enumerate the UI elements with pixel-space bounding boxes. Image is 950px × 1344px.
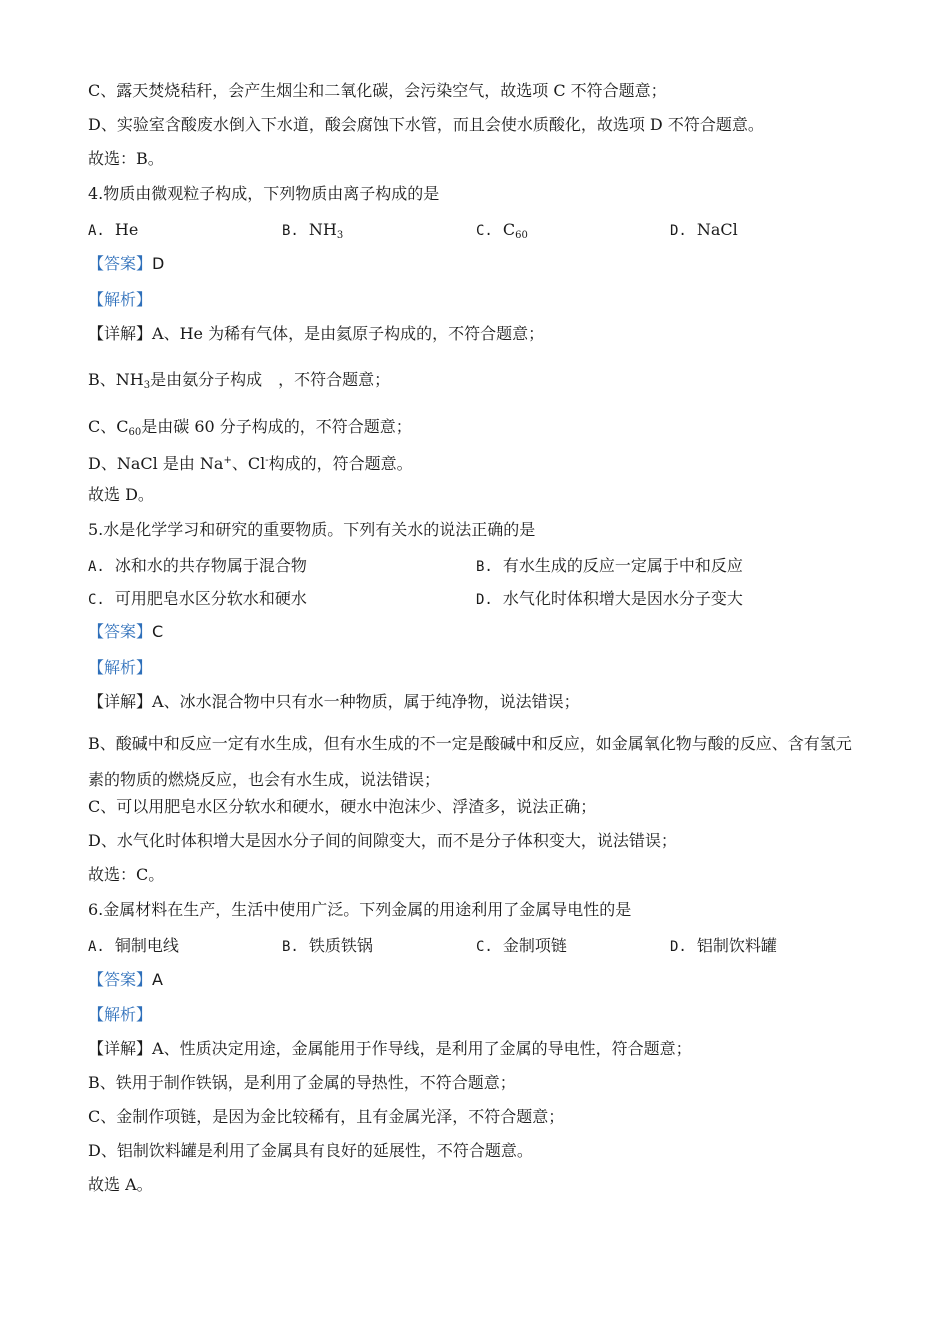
detail-text: 是由碳 60 分子构成的，不符合题意； bbox=[141, 417, 412, 436]
q4-option-d bbox=[670, 220, 738, 241]
detail-text: 是由氨分子构成 ，不符合题意； bbox=[150, 370, 391, 389]
subscript: 3 bbox=[336, 230, 344, 241]
q4-detail-c bbox=[88, 417, 412, 443]
answer-tag: 【答案】 bbox=[88, 622, 153, 641]
answer-value: A bbox=[152, 970, 163, 989]
q6-option-a bbox=[88, 936, 179, 957]
option-text: C bbox=[502, 220, 516, 239]
q6-detail-a bbox=[88, 1039, 692, 1059]
q4-choose: 故选 D。 bbox=[88, 485, 154, 504]
answer-value: D bbox=[152, 254, 165, 273]
q4-answer bbox=[88, 254, 164, 274]
option-text: 水气化时体积增大是因水分子变大 bbox=[502, 589, 743, 608]
option-text: 铜制电线 bbox=[114, 936, 179, 955]
option-label: C. bbox=[88, 592, 105, 608]
q5-detail-d: D、水气化时体积增大是因水分子间的间隙变大，而不是分子体积变大，说法错误； bbox=[88, 831, 677, 850]
option-label: C. bbox=[476, 939, 493, 955]
detail-text: B、NH bbox=[88, 370, 144, 389]
detail-text: A、性质决定用途，金属能用于作导线，是利用了金属的导电性，符合题意； bbox=[152, 1039, 692, 1058]
q6-detail-d: D、铝制饮料罐是利用了金属具有良好的延展性，不符合题意。 bbox=[88, 1141, 533, 1160]
q4-option-b bbox=[282, 220, 343, 246]
q5-detail-a bbox=[88, 692, 580, 712]
option-label: B. bbox=[282, 223, 299, 239]
superscript: + bbox=[223, 455, 232, 466]
detail-tag: 【详解】 bbox=[88, 324, 153, 343]
option-text: 可用肥皂水区分软水和硬水 bbox=[114, 589, 307, 608]
option-text: 铁质铁锅 bbox=[308, 936, 373, 955]
q6-detail-b: B、铁用于制作铁锅，是利用了金属的导热性，不符合题意； bbox=[88, 1073, 516, 1092]
option-label: A. bbox=[88, 939, 105, 955]
q6-option-c bbox=[476, 936, 567, 957]
q4-detail-b bbox=[88, 370, 390, 396]
superscript: - bbox=[265, 455, 269, 466]
option-text: 冰和水的共存物属于混合物 bbox=[114, 556, 307, 575]
option-text: 铝制饮料罐 bbox=[696, 936, 777, 955]
q3-detail-c: C、露天焚烧秸秆，会产生烟尘和二氧化碳，会污染空气，故选项 C 不符合题意； bbox=[88, 81, 667, 100]
option-label: B. bbox=[282, 939, 299, 955]
option-label: C. bbox=[476, 223, 493, 239]
option-label: A. bbox=[88, 223, 105, 239]
q4-detail-a bbox=[88, 324, 544, 344]
q4-detail-d bbox=[88, 451, 413, 474]
option-label: D. bbox=[670, 223, 687, 239]
subscript: 60 bbox=[515, 230, 528, 241]
subscript: 60 bbox=[128, 427, 142, 438]
detail-text: 、Cl bbox=[231, 454, 266, 473]
option-label: B. bbox=[476, 559, 493, 575]
subscript: 3 bbox=[143, 380, 151, 391]
q3-detail-d: D、实验室含酸废水倒入下水道，酸会腐蚀下水管，而且会使水质酸化，故选项 D 不符合题意。 bbox=[88, 115, 764, 134]
option-text: NaCl bbox=[696, 220, 738, 239]
detail-text: C、C bbox=[88, 417, 129, 436]
answer-tag: 【答案】 bbox=[88, 970, 153, 989]
option-text: 金制项链 bbox=[502, 936, 567, 955]
q5-choose: 故选：C。 bbox=[88, 865, 165, 884]
q4-option-c bbox=[476, 220, 528, 246]
q6-detail-c: C、金制作项链，是因为金比较稀有，且有金属光泽，不符合题意； bbox=[88, 1107, 565, 1126]
q5-analysis-tag: 【解析】 bbox=[88, 658, 153, 677]
q6-answer bbox=[88, 970, 163, 990]
q5-option-c bbox=[88, 589, 307, 610]
option-label: D. bbox=[670, 939, 687, 955]
option-text: NH bbox=[308, 220, 337, 239]
detail-text: A、冰水混合物中只有水一种物质，属于纯净物，说法错误； bbox=[152, 692, 580, 711]
answer-tag: 【答案】 bbox=[88, 254, 153, 273]
q6-analysis-tag: 【解析】 bbox=[88, 1005, 153, 1024]
option-label: A. bbox=[88, 559, 105, 575]
option-text: He bbox=[114, 220, 139, 239]
q5-detail-c: C、可以用肥皂水区分软水和硬水，硬水中泡沫少、浮渣多，说法正确； bbox=[88, 797, 597, 816]
detail-text: A、He 为稀有气体，是由氦原子构成的，不符合题意； bbox=[152, 324, 545, 343]
q5-option-d bbox=[476, 589, 743, 610]
q5-option-b bbox=[476, 556, 743, 577]
option-label: D. bbox=[476, 592, 493, 608]
option-text: 有水生成的反应一定属于中和反应 bbox=[502, 556, 743, 575]
q4-stem: 4.物质由微观粒子构成，下列物质由离子构成的是 bbox=[88, 184, 440, 203]
detail-text: 构成的，符合题意。 bbox=[268, 454, 413, 473]
q4-analysis-tag: 【解析】 bbox=[88, 290, 153, 309]
detail-tag: 【详解】 bbox=[88, 692, 153, 711]
q6-choose: 故选 A。 bbox=[88, 1175, 153, 1194]
answer-value: C bbox=[152, 622, 164, 641]
q6-stem: 6.金属材料在生产，生活中使用广泛。下列金属的用途利用了金属导电性的是 bbox=[88, 900, 632, 919]
q5-stem: 5.水是化学学习和研究的重要物质。下列有关水的说法正确的是 bbox=[88, 520, 536, 539]
q5-option-a bbox=[88, 556, 307, 577]
detail-text: D、NaCl 是由 Na bbox=[88, 454, 224, 473]
q4-option-a bbox=[88, 220, 138, 241]
q5-detail-b: B、酸碱中和反应一定有水生成，但有水生成的不一定是酸碱中和反应，如金属氧化物与酸的反应、含有氢元素的物质的燃烧反应，也会有水生成，说法错误； bbox=[88, 734, 852, 789]
detail-tag: 【详解】 bbox=[88, 1039, 153, 1058]
q6-option-b bbox=[282, 936, 373, 957]
q6-option-d bbox=[670, 936, 777, 957]
q3-choose: 故选：B。 bbox=[88, 149, 164, 168]
q5-answer bbox=[88, 622, 163, 642]
